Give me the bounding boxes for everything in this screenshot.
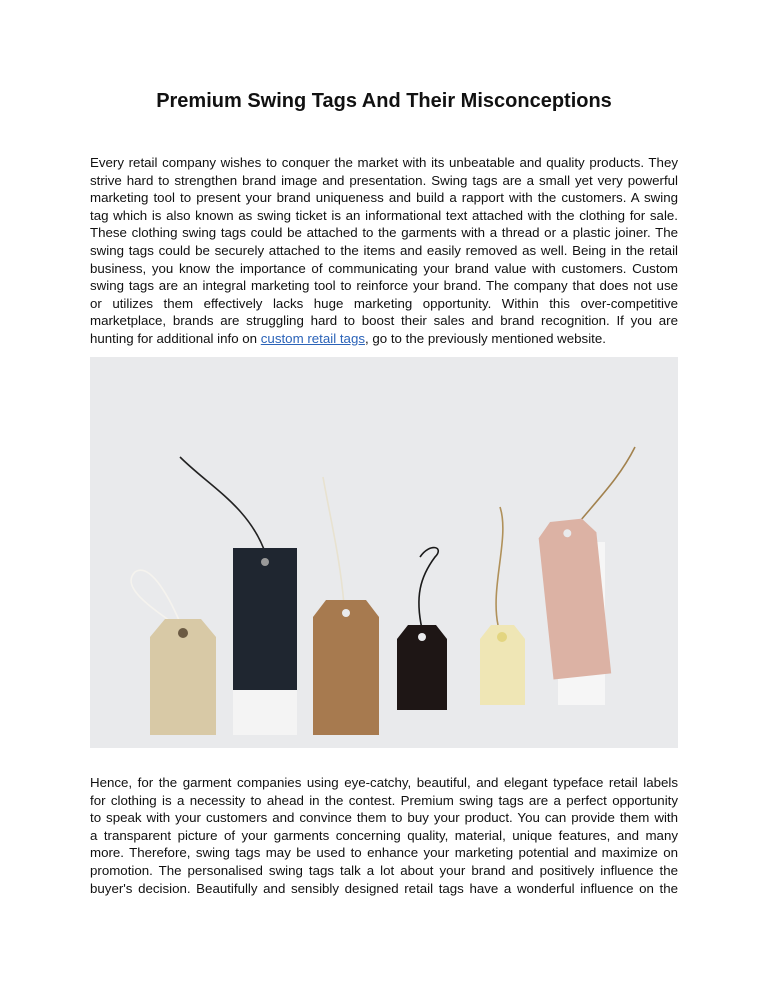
- black-tag: [397, 625, 447, 710]
- kraft-tag: [313, 600, 379, 735]
- custom-retail-tags-link[interactable]: custom retail tags: [260, 330, 365, 346]
- text-line: buyer's decision. Beautifully and sensibly designed retail tags have a wonderful influence on the: [90, 880, 678, 896]
- text-line: [90, 330, 678, 348]
- text-line: tag which is also known as swing ticket is an informational text attached with the clothing for sale.: [90, 207, 678, 223]
- pink-tag: [537, 517, 611, 679]
- text-line: marketplace, brands are struggling hard to boost their sales and brand recognition. If you are: [90, 313, 678, 329]
- string: [575, 447, 635, 527]
- text-line: swing tags are an integral marketing tool to reinforce your brand. The company that does not use: [90, 278, 678, 294]
- string: [180, 457, 266, 555]
- text-line: or utilizes them effectively lacks huge marketing opportunity. Within this over-competitive: [90, 295, 678, 311]
- text-line: for clothing is a necessity to ahead in the contest. Premium swing tags are a perfect opportunity: [90, 792, 678, 808]
- text-segment: , go to the previously mentioned website.: [364, 330, 606, 346]
- text-line: business, you know the importance of communicating your brand value with customers. Custom: [90, 260, 678, 276]
- text-line: swing tags could be securely attached to the items and easily removed as well. Being in the retail: [90, 242, 678, 258]
- text-line: promotion. The personalised swing tags talk a lot about your brand and positively influence the: [90, 862, 678, 878]
- text-line: Every retail company wishes to conquer the market with its unbeatable and quality products. They: [90, 155, 678, 170]
- text-segment: hunting for additional info on: [90, 330, 261, 346]
- string: [419, 548, 438, 629]
- text-line: strive hard to strengthen brand image and presentation. Swing tags are a small yet very powerful: [90, 172, 678, 188]
- paragraph-intro: [90, 154, 678, 348]
- text-line: a transparent picture of your garments concerning quality, material, unique features, and many: [90, 827, 678, 843]
- page-title: Premium Swing Tags And Their Misconceptions: [156, 90, 612, 112]
- cream-tag: [480, 625, 525, 705]
- navy-tag: [233, 548, 297, 735]
- string: [323, 477, 344, 605]
- swing-tags-photo: [90, 357, 678, 748]
- text-line: to speak with your customers and convince them to buy your product. You can provide them with: [90, 810, 678, 826]
- text-line: more. Therefore, swing tags may be used to enhance your marketing potential and maximize on: [90, 845, 678, 861]
- beige-tag: [150, 619, 216, 735]
- text-line: marketing tool to present your brand uniqueness and build a rapport with the customers. A swing: [90, 190, 678, 206]
- string: [496, 507, 503, 625]
- text-line: These clothing swing tags could be attached to the garments with a thread or a plastic joiner. The: [90, 225, 678, 241]
- paragraph-body: [90, 774, 678, 897]
- swing-tags-illustration: [90, 357, 678, 748]
- text-line: Hence, for the garment companies using eye-catchy, beautiful, and elegant typeface retail labels: [90, 775, 678, 790]
